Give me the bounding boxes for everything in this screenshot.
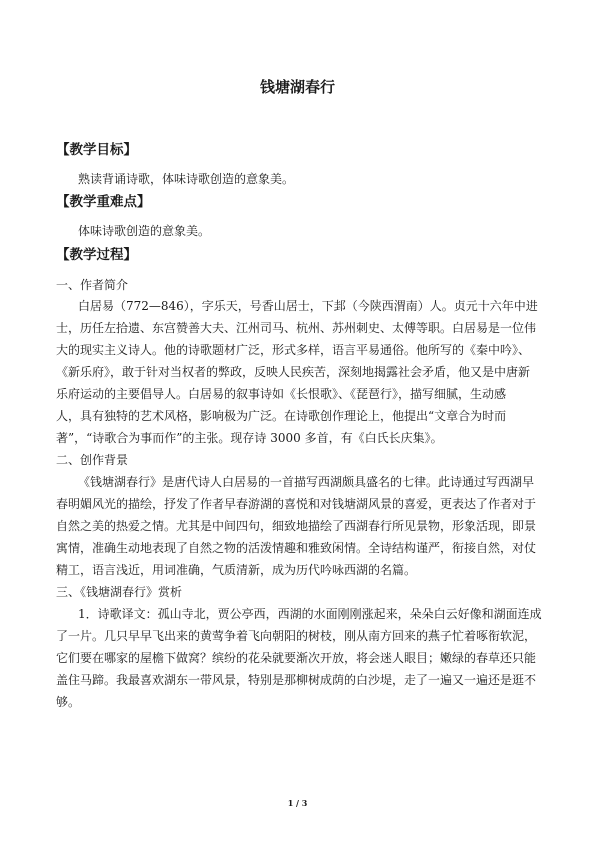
author-intro-line: 《新乐府》，敢于针对当权者的弊政，反映人民疾苦，深刻地揭露社会矛盾，他又是中唐新 [56,365,531,379]
subheading-author-intro: 一、作者简介 [56,278,129,292]
document-title: 钱塘湖春行 [259,78,335,96]
background-line: 春明媚风光的描绘，抒发了作者早春游湖的喜悦和对钱塘湖风景的喜爱，更表达了作者对于 [56,497,537,511]
appreciation-line: 盖住马蹄。我最喜欢湖东一带风景，特别是那柳树成荫的白沙堤，走了一遍又一遍还是逛不 [56,673,537,687]
teaching-focus-text: 体味诗歌创造的意象美。 [78,224,211,238]
background-line: 寓情，准确生动地表现了自然之物的活泼情趣和雅致闲情。全诗结构谨严，衔接自然，对仗 [56,541,537,555]
teaching-goal-text: 熟读背诵诗歌，体味诗歌创造的意象美。 [78,172,295,186]
author-intro-line: 大的现实主义诗人。他的诗歌题材广泛，形式多样，语言平易通俗。他所写的《秦中吟》、 [56,343,531,357]
heading-teaching-goal: 【教学目标】 [56,142,137,158]
appreciation-line: 它们要在哪家的屋檐下做窝？缤纷的花朵就要渐次开放，将会迷人眼目；嫩绿的春草还只能 [56,651,537,665]
background-line: 自然之美的热爱之情。尤其是中间四句，细致地描绘了西湖春行所见景物，形象活现，即景 [56,519,537,533]
author-intro-line: 人，具有独特的艺术风格，影响极为广泛。在诗歌创作理论上，他提出“文章合为时而 [56,409,507,423]
page-number: 1 / 3 [287,798,308,808]
subheading-appreciation: 三、《钱塘湖春行》赏析 [56,585,183,599]
heading-teaching-process: 【教学过程】 [56,247,137,263]
subheading-background: 二、创作背景 [56,453,129,467]
appreciation-line: 够。 [56,695,81,709]
background-line: 《钱塘湖春行》是唐代诗人白居易的一首描写西湖颇具盛名的七律。此诗通过写西湖早 [78,475,535,489]
appreciation-line: 了一片。几只早早飞出来的黄莺争着飞向朝阳的树枝，刚从南方回来的燕子忙着啄衔软泥， [56,629,537,643]
appreciation-line: 1．诗歌译文：孤山寺北，贾公亭西，西湖的水面刚刚涨起来，朵朵白云好像和湖面连成 [78,607,542,621]
author-intro-line: 乐府运动的主要倡导人。白居易的叙事诗如《长恨歌》、《琵琶行》，描写细腻，生动感 [56,387,507,401]
author-intro-line: 士，历任左拾遗、东宫赞善大夫、江州司马、杭州、苏州刺史、太傅等职。白居易是一位伟 [56,321,537,335]
author-intro-line: 著”，“诗歌合为事而作”的主张。现存诗 3000 多首，有《白氏长庆集》。 [56,431,443,445]
background-line: 精工，语言浅近，用词准确，气质清新，成为历代吟咏西湖的名篇。 [56,563,417,577]
author-intro-line: 白居易（772—846），字乐天，号香山居士，下邽（今陕西渭南）人。贞元十六年中进 [78,299,538,313]
heading-teaching-focus: 【教学重难点】 [56,194,151,210]
